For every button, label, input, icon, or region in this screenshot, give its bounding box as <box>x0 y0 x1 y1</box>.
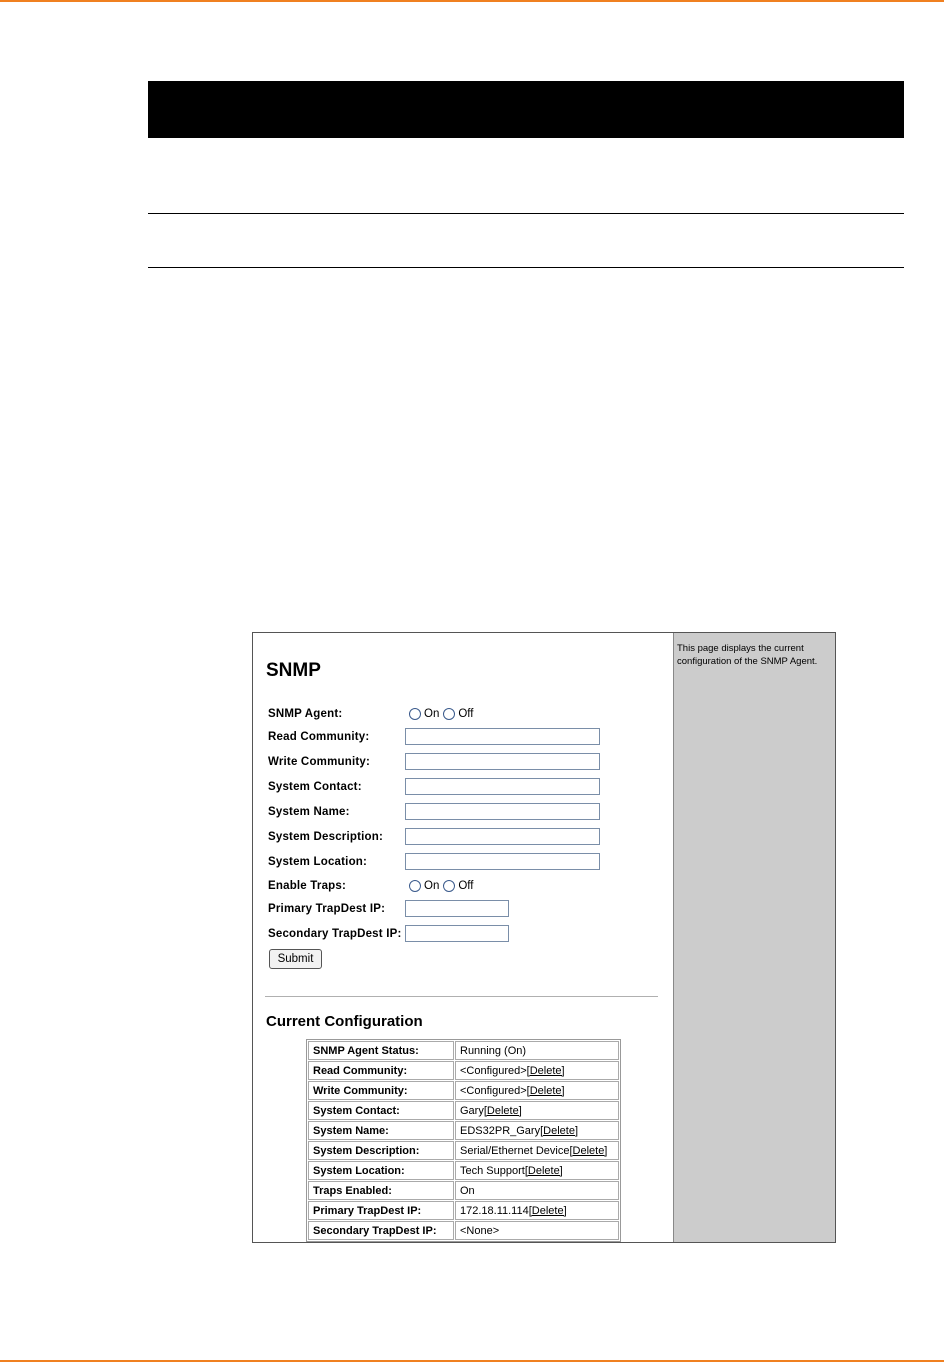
config-value-cell <box>455 1041 619 1060</box>
config-value-cell <box>455 1121 619 1140</box>
config-value: EDS32PR_Gary <box>460 1124 541 1137</box>
enable-traps-on-radio[interactable] <box>409 880 421 892</box>
config-value: Serial/Ethernet Device <box>460 1144 570 1157</box>
config-value: 172.18.11.114 <box>460 1204 529 1217</box>
header-rule-lower <box>148 267 904 268</box>
help-text: This page displays the current configuration of the SNMP Agent. <box>677 643 818 667</box>
header-rule-upper <box>148 213 904 214</box>
top-accent-rule <box>0 0 944 2</box>
config-key: System Name: <box>308 1121 454 1140</box>
table-row <box>308 1181 619 1200</box>
config-value: On <box>460 1184 475 1197</box>
config-value: Gary <box>460 1104 484 1117</box>
snmp-agent-on-radio[interactable] <box>409 708 421 720</box>
read-community-input[interactable] <box>405 728 600 745</box>
config-value-cell <box>455 1201 619 1220</box>
snmp-agent-radio-group <box>409 708 477 720</box>
snmp-agent-on-label: On <box>424 708 440 720</box>
enable-traps-off-label: Off <box>458 880 474 892</box>
system-contact-label: System Contact: <box>268 781 362 793</box>
config-key: Primary TrapDest IP: <box>308 1201 454 1220</box>
document-header-bar <box>148 81 904 138</box>
config-key: System Contact: <box>308 1101 454 1120</box>
enable-traps-radio-group <box>409 880 477 892</box>
config-value: Running (On) <box>460 1044 527 1057</box>
config-value-cell <box>455 1161 619 1180</box>
config-value: <Configured> <box>460 1064 527 1077</box>
write-community-label: Write Community: <box>268 756 371 768</box>
system-name-label: System Name: <box>268 806 350 818</box>
system-contact-input[interactable] <box>405 778 600 795</box>
config-value-cell <box>455 1061 619 1080</box>
snmp-config-screenshot <box>252 632 836 1243</box>
delete-write-community-link[interactable]: [Delete] <box>526 1084 565 1097</box>
system-description-label: System Description: <box>268 831 383 843</box>
primary-trapdest-input[interactable] <box>405 900 509 917</box>
config-value-cell <box>455 1081 619 1100</box>
system-location-input[interactable] <box>405 853 600 870</box>
config-key: System Location: <box>308 1161 454 1180</box>
delete-system-name-link[interactable]: [Delete] <box>540 1124 579 1137</box>
delete-primary-trapdest-link[interactable]: [Delete] <box>528 1204 567 1217</box>
config-value-cell <box>455 1141 619 1160</box>
delete-system-description-link[interactable]: [Delete] <box>569 1144 608 1157</box>
system-name-input[interactable] <box>405 803 600 820</box>
table-row <box>308 1161 619 1180</box>
config-key: Secondary TrapDest IP: <box>308 1221 454 1240</box>
system-description-input[interactable] <box>405 828 600 845</box>
secondary-trapdest-input[interactable] <box>405 925 509 942</box>
read-community-label: Read Community: <box>268 731 370 743</box>
config-key: Read Community: <box>308 1061 454 1080</box>
table-row <box>308 1041 619 1060</box>
current-config-title: Current Configuration <box>266 1013 423 1030</box>
system-location-label: System Location: <box>268 856 368 868</box>
config-key: Traps Enabled: <box>308 1181 454 1200</box>
section-divider <box>265 996 658 997</box>
table-row <box>308 1081 619 1100</box>
config-value: Tech Support <box>460 1164 525 1177</box>
delete-system-location-link[interactable]: [Delete] <box>524 1164 563 1177</box>
secondary-trapdest-label: Secondary TrapDest IP: <box>268 928 402 940</box>
bottom-accent-rule <box>0 1360 944 1362</box>
primary-trapdest-label: Primary TrapDest IP: <box>268 903 386 915</box>
config-key: Write Community: <box>308 1081 454 1100</box>
help-side-panel <box>673 633 835 1242</box>
submit-button[interactable]: Submit <box>269 949 322 969</box>
enable-traps-on-label: On <box>424 880 440 892</box>
config-key: SNMP Agent Status: <box>308 1041 454 1060</box>
config-key: System Description: <box>308 1141 454 1160</box>
config-value-cell <box>455 1101 619 1120</box>
table-row <box>308 1141 619 1160</box>
snmp-agent-off-label: Off <box>458 708 474 720</box>
write-community-input[interactable] <box>405 753 600 770</box>
main-pane <box>253 633 673 1242</box>
table-row <box>308 1061 619 1080</box>
snmp-agent-off-radio[interactable] <box>443 708 455 720</box>
config-value: <Configured> <box>460 1084 527 1097</box>
delete-read-community-link[interactable]: [Delete] <box>526 1064 565 1077</box>
config-value: <None> <box>460 1224 500 1237</box>
table-row <box>308 1221 619 1240</box>
enable-traps-label: Enable Traps: <box>268 880 347 892</box>
snmp-agent-label: SNMP Agent: <box>268 708 343 720</box>
page-title: SNMP <box>266 660 321 681</box>
table-row <box>308 1101 619 1120</box>
config-value-cell <box>455 1181 619 1200</box>
enable-traps-off-radio[interactable] <box>443 880 455 892</box>
delete-system-contact-link[interactable]: [Delete] <box>483 1104 522 1117</box>
table-row <box>308 1121 619 1140</box>
config-value-cell <box>455 1221 619 1240</box>
table-row <box>308 1201 619 1220</box>
current-config-table <box>306 1039 621 1242</box>
